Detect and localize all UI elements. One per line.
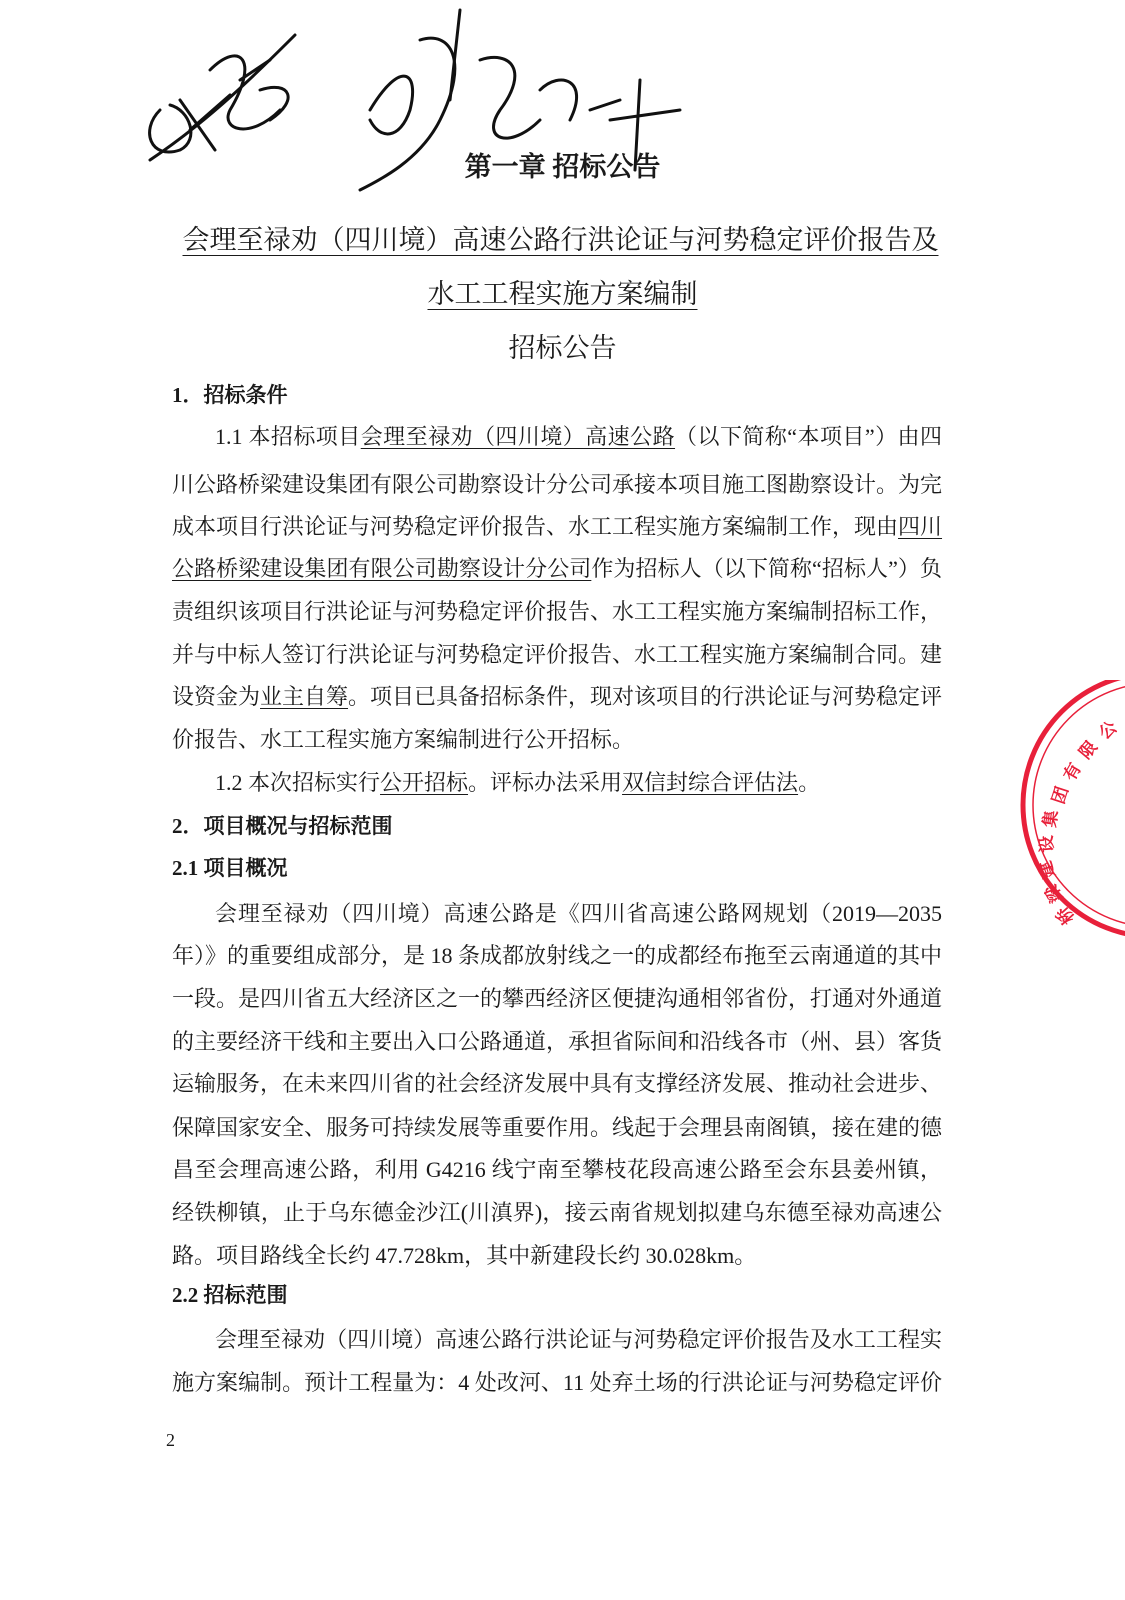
title-text: 会理至禄劝（四川境）高速公路行洪论证与河势稳定评价报告及 xyxy=(182,225,939,255)
underlined-field: 双信封综合评估法 xyxy=(622,770,799,795)
svg-text:梁: 梁 xyxy=(1041,881,1067,906)
svg-text:团: 团 xyxy=(1048,784,1073,807)
underlined-field: 公路桥梁建设集团有限公司勘察设计分公司 xyxy=(172,556,592,581)
paragraph-line: 一段。是四川省五大经济区之一的攀西经济区便捷沟通相邻省份，打通对外通道 xyxy=(172,986,943,1011)
paragraph-line: 的主要经济干线和主要出入口公路通道，承担省际间和沿线各市（州、县）客货 xyxy=(172,1029,943,1054)
document-title-line1 xyxy=(0,218,1123,257)
paragraph-line: 经铁柳镇，止于乌东德金沙江(川滇界)，接云南省规划拟建乌东德至禄劝高速公 xyxy=(172,1200,942,1225)
paragraph-line xyxy=(172,640,942,670)
paragraph-line xyxy=(215,422,942,452)
svg-text:限: 限 xyxy=(1075,737,1101,763)
text-segment: 成本项目行洪论证与河势稳定评价报告、水工工程实施方案编制工作，现由 xyxy=(172,514,899,539)
text-segment: 价报告、水工工程实施方案编制进行公开招标。 xyxy=(172,727,635,752)
text-segment: 并与中标人签订行洪论证与河势稳定评价报告、水工工程实施方案编制合同。建 xyxy=(172,642,943,667)
svg-text:有: 有 xyxy=(1060,759,1085,784)
paragraph-line xyxy=(172,597,942,627)
text-segment: 1.2 本次招标实行 xyxy=(215,770,381,795)
paragraph-line: 施方案编制。预计工程量为：4 处改河、11 处弃土场的行洪论证与河势稳定评价 xyxy=(172,1370,942,1395)
svg-text:公: 公 xyxy=(1095,717,1121,744)
chapter-title: 第一章 招标公告 xyxy=(464,152,661,182)
paragraph-line: 年）》的重要组成部分，是 18 条成都放射线之一的成都经布拖至云南通道的其中 xyxy=(172,943,943,968)
svg-text:建: 建 xyxy=(1035,858,1059,881)
text-segment: 作为招标人（以下简称“招标人”）负 xyxy=(591,556,942,581)
text-segment: 。评标办法采用 xyxy=(468,770,623,795)
paragraph-line xyxy=(172,725,942,755)
paragraph-line: 会理至禄劝（四川境）高速公路行洪论证与河势稳定评价报告及水工工程实 xyxy=(215,1327,942,1352)
underlined-field: 四川 xyxy=(898,514,943,539)
svg-text:集: 集 xyxy=(1040,809,1062,829)
text-segment: 。项目已具备招标条件，现对该项目的行洪论证与河势稳定评 xyxy=(348,684,943,709)
text-segment: 责组织该项目行洪论证与河势稳定评价报告、水工工程实施方案编制招标工作， xyxy=(172,599,943,624)
subsection-heading: 2.1 项目概况 xyxy=(172,856,288,880)
underlined-field: 业主自筹 xyxy=(260,684,349,709)
text-segment: 川公路桥梁建设集团有限公司勘察设计分公司承接本项目施工图勘察设计。为完 xyxy=(172,472,943,497)
section-heading: 1．招标条件 xyxy=(172,383,288,407)
text-segment: 1.1 本招标项目 xyxy=(215,424,361,449)
underlined-field: 公开招标 xyxy=(380,770,469,795)
paragraph-line: 昌至会理高速公路，利用 G4216 线宁南至攀枝花段高速公路至会东县姜州镇， xyxy=(172,1157,942,1182)
paragraph-line xyxy=(172,682,942,712)
notice-title: 招标公告 xyxy=(508,333,617,363)
company-seal xyxy=(1005,680,1125,940)
paragraph-line xyxy=(172,512,942,542)
page-number: 2 xyxy=(166,1430,175,1450)
paragraph-line xyxy=(215,768,942,798)
underlined-field: 会理至禄劝（四川境）高速公路 xyxy=(360,424,676,449)
paragraph-line: 路。项目路线全长约 47.728km，其中新建段长约 30.028km。 xyxy=(172,1243,757,1268)
text-segment: （以下简称“本项目”）由四 xyxy=(675,424,942,449)
paragraph-line xyxy=(172,470,942,500)
svg-text:桥: 桥 xyxy=(1052,902,1078,929)
paragraph-line xyxy=(172,554,942,584)
paragraph-line: 会理至禄劝（四川境）高速公路是《四川省高速公路网规划（2019—2035 xyxy=(215,901,942,926)
document-title-line2 xyxy=(0,272,1125,311)
title-text: 水工工程实施方案编制 xyxy=(427,279,698,309)
svg-text:设: 设 xyxy=(1036,834,1057,854)
text-segment: 设资金为 xyxy=(172,684,261,709)
paragraph-line: 运输服务，在未来四川省的社会经济发展中具有支撑经济发展、推动社会进步、 xyxy=(172,1071,943,1096)
section-heading: 2．项目概况与招标范围 xyxy=(172,814,393,838)
text-segment: 。 xyxy=(798,770,821,795)
subsection-heading: 2.2 招标范围 xyxy=(172,1283,288,1307)
paragraph-line: 保障国家安全、服务可持续发展等重要作用。线起于会理县南阁镇，接在建的德 xyxy=(172,1115,943,1140)
